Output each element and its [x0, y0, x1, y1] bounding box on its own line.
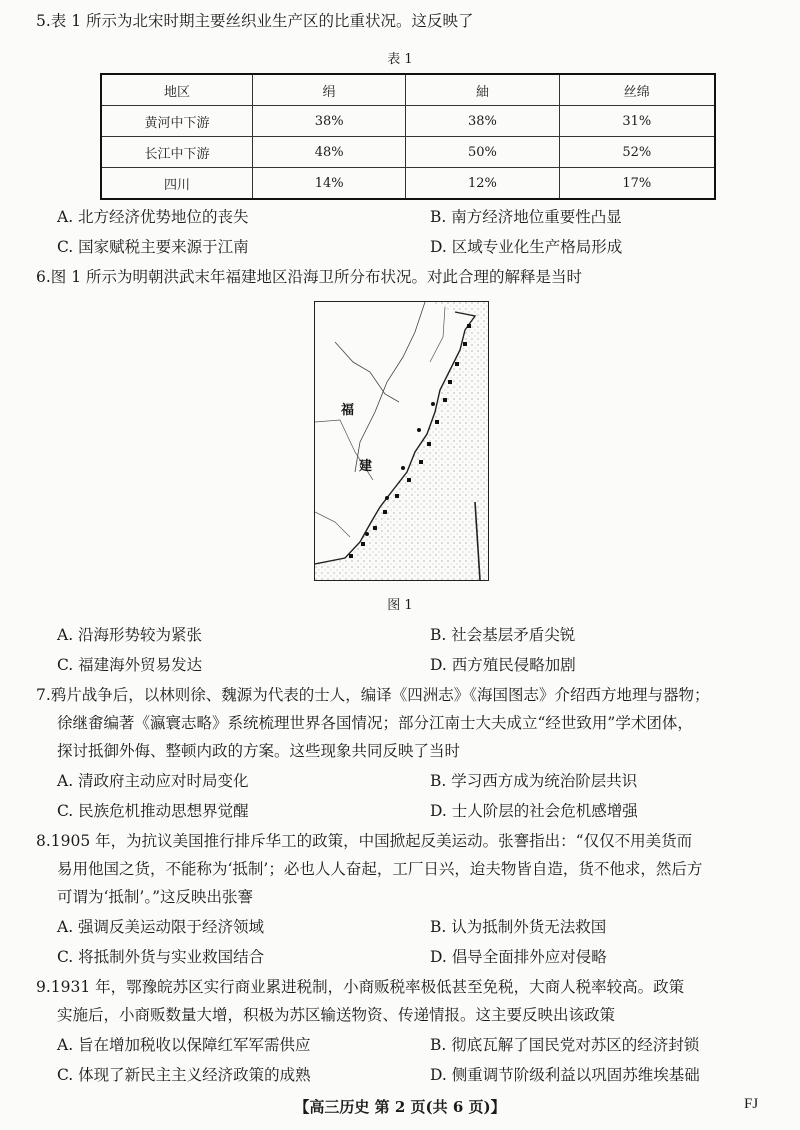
table-cell: 52% [559, 137, 715, 168]
q8-stem-line-1: 8.1905 年，为抗议美国推行排斥华工的政策，中国掀起反美运动。张謇指出：“仅仅不用美货而 [36, 832, 693, 850]
q9-stem-line-1: 9.1931 年，鄂豫皖苏区实行商业累进税制，小商贩税率极低甚至免税，大商人税率较高。政策 [36, 978, 685, 996]
q5-option-d[interactable]: D. 区域专业化生产格局形成 [430, 238, 623, 256]
map-label-fu: 福 [341, 403, 355, 418]
table-cell: 四川 [101, 168, 253, 200]
q6-option-b[interactable]: B. 社会基层矛盾尖锐 [430, 626, 576, 644]
q9-stem-line-2: 实施后，小商贩数量大增，积极为苏区输送物资、传递情报。这主要反映出该政策 [57, 1006, 616, 1024]
table-cell: 黄河中下游 [101, 106, 253, 137]
q6-option-a[interactable]: A. 沿海形势较为紧张 [57, 626, 203, 644]
q5-option-c[interactable]: C. 国家赋税主要来源于江南 [57, 238, 249, 256]
q8-option-b[interactable]: B. 认为抵制外货无法救国 [430, 918, 607, 936]
q5-option-a[interactable]: A. 北方经济优势地位的丧失 [57, 208, 249, 226]
q6-option-c[interactable]: C. 福建海外贸易发达 [57, 656, 203, 674]
q7-option-c[interactable]: C. 民族危机推动思想界觉醒 [57, 802, 249, 820]
table-cell: 38% [406, 106, 559, 137]
q9-option-d[interactable]: D. 侧重调节阶级利益以巩固苏维埃基础 [430, 1066, 700, 1084]
q5-option-b[interactable]: B. 南方经济地位重要性凸显 [430, 208, 622, 226]
page-footer: 【高三历史 第 2 页(共 6 页)】 [294, 1098, 506, 1116]
table-header-cell: 丝绵 [559, 74, 715, 106]
table-header-cell: 绢 [253, 74, 406, 106]
q7-option-d[interactable]: D. 士人阶层的社会危机感增强 [430, 802, 638, 820]
fujian-coastal-map [314, 301, 489, 581]
table-row [101, 137, 715, 168]
table-cell: 长江中下游 [101, 137, 253, 168]
q9-option-c[interactable]: C. 体现了新民主主义经济政策的成熟 [57, 1066, 311, 1084]
table-cell: 48% [253, 137, 406, 168]
table-cell: 14% [253, 168, 406, 200]
q8-option-c[interactable]: C. 将抵制外货与实业救国结合 [57, 948, 265, 966]
q8-stem-line-2: 易用他国之货，不能称为‘抵制’；必也人人奋起，工厂日兴，迨夫物皆自造，货不他求，然后方 [57, 860, 703, 878]
figure-1-caption: 图 1 [387, 598, 413, 613]
region-code: FJ [744, 1096, 759, 1112]
q6-stem: 6.图 1 所示为明朝洪武末年福建地区沿海卫所分布状况。对此合理的解释是当时 [36, 268, 583, 286]
q7-stem-line-3: 探讨抵御外侮、整顿内政的方案。这些现象共同反映了当时 [57, 742, 461, 760]
table-cell: 12% [406, 168, 559, 200]
table-row [101, 106, 715, 137]
q8-option-d[interactable]: D. 倡导全面排外应对侵略 [430, 948, 607, 966]
q6-option-d[interactable]: D. 西方殖民侵略加剧 [430, 656, 576, 674]
table-header-cell: 地区 [101, 74, 253, 106]
table-1-title: 表 1 [387, 52, 413, 67]
q7-option-a[interactable]: A. 清政府主动应对时局变化 [57, 772, 249, 790]
table-cell: 17% [559, 168, 715, 200]
map-graphic [315, 302, 488, 580]
table-header-cell: 紬 [406, 74, 559, 106]
q9-option-b[interactable]: B. 彻底瓦解了国民党对苏区的经济封锁 [430, 1036, 700, 1054]
q7-stem-line-1: 7.鸦片战争后，以林则徐、魏源为代表的士人，编译《四洲志》《海国图志》介绍西方地理与器物； [36, 686, 710, 704]
table-cell: 31% [559, 106, 715, 137]
q8-stem-line-3: 可谓为‘抵制’。”这反映出张謇 [57, 888, 254, 906]
table-row [101, 168, 715, 200]
table-header-row [101, 74, 715, 106]
table-cell: 38% [253, 106, 406, 137]
q9-option-a[interactable]: A. 旨在增加税收以保障红军军需供应 [57, 1036, 311, 1054]
table-1 [100, 73, 716, 200]
q8-option-a[interactable]: A. 强调反美运动限于经济领域 [57, 918, 265, 936]
map-label-jian: 建 [359, 459, 373, 474]
q5-stem: 5.表 1 所示为北宋时期主要丝织业生产区的比重状况。这反映了 [36, 12, 474, 30]
q7-option-b[interactable]: B. 学习西方成为统治阶层共识 [430, 772, 638, 790]
q7-stem-line-2: 徐继畬编著《瀛寰志略》系统梳理世界各国情况；部分江南士大夫成立“经世致用”学术团体， [57, 714, 693, 732]
table-cell: 50% [406, 137, 559, 168]
